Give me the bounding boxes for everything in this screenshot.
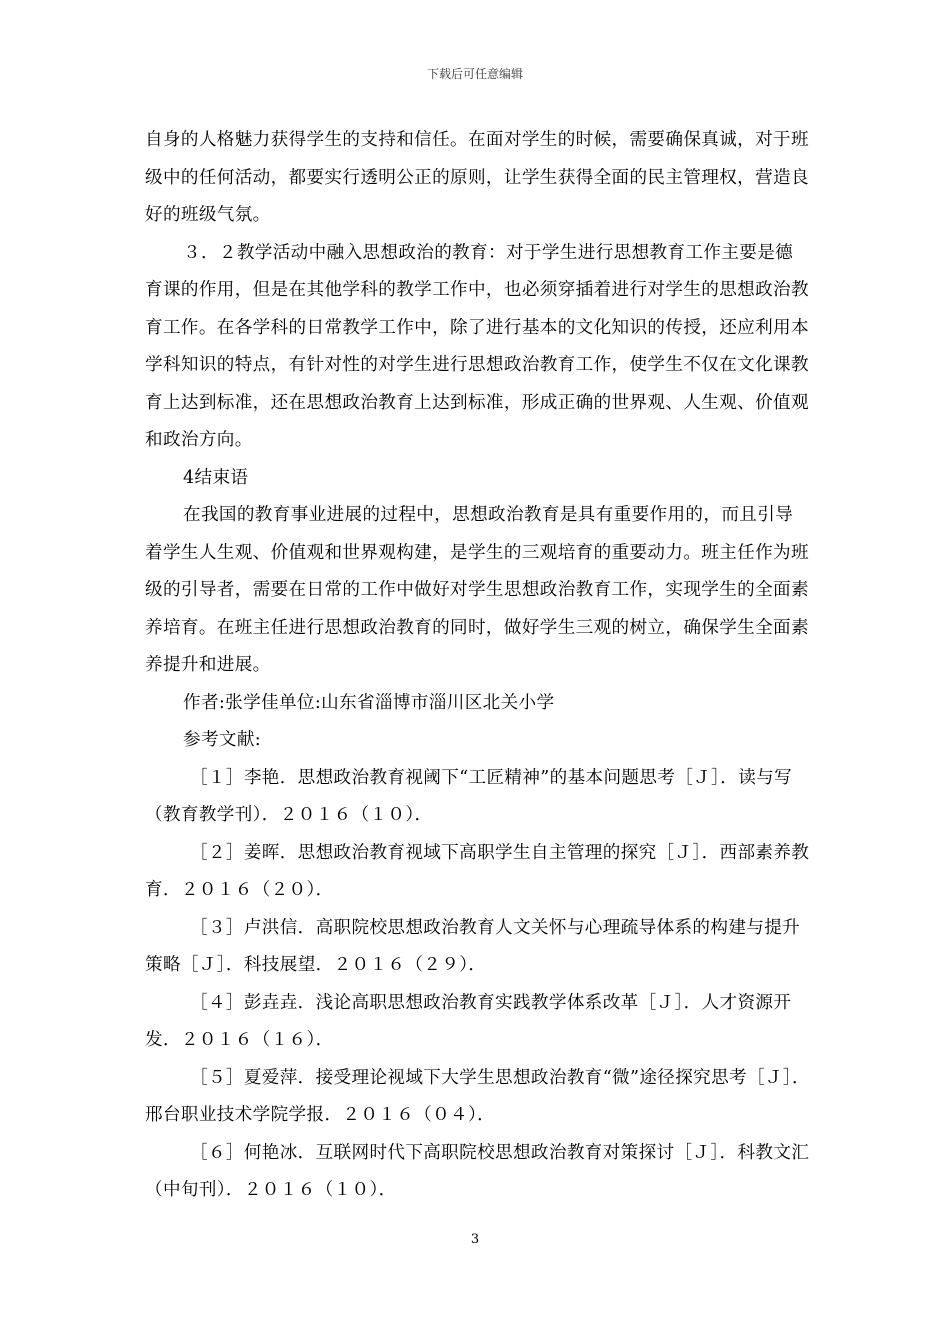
section-heading-conclusion: 4结束语 <box>183 467 249 488</box>
paragraph-conclusion: 在我国的教育事业进展的过程中，思想政治教育是具有重要作用的，而且引导着学生人生观、价值观和世界观构建，是学生的三观培育的重要动力。班主任作为班级的引导者，需要在日常的工作中做好对学生思想政治教育工作，实现学生的全面素养培育。在班主任进行思想政治教育的同时，做好学生三观的树立，确保学生全面素养提升和进展。 <box>145 505 809 675</box>
author-line: 作者:张学佳单位:山东省淄博市淄川区北关小学 <box>183 692 555 713</box>
reference-item: ［４］彭垚垚．浅论高职思想政治教育实践教学体系改革［Ｊ］．人才资源开发．２０１６（１６）． <box>145 992 792 1050</box>
reference-item: ［２］姜晖．思想政治教育视域下高职学生自主管理的探究［Ｊ］．西部素养教育．２０１６（２０）． <box>145 842 810 900</box>
references-heading: 参考文献: <box>183 730 262 750</box>
reference-item: ［３］卢洪信．高职院校思想政治教育人文关怀与心理疏导体系的构建与提升策略［Ｊ］．科技展望．２０１６（２９）． <box>145 917 801 975</box>
reference-item: ［１］李艳．思想政治教育视阈下“工匠精神”的基本问题思考［Ｊ］．读与写（教育教学刊）．２０１６（１０）． <box>145 767 793 825</box>
paragraph-section-3-2: ３．２教学活动中融入思想政治的教育：对于学生进行思想教育工作主要是德育课的作用，但是在其他学科的教学工作中，也必须穿插着进行对学生的思想政治教育工作。在各学科的日常教学工作中，除了进行基本的文化知识的传授，还应利用本学科知识的特点，有针对性的对学生进行思想政治教育工作，使学生不仅在文化课教育上达到标准，还在思想政治教育上达到标准，形成正确的世界观、人生观、价值观和政治方向。 <box>145 242 809 450</box>
paragraph-continuation: 自身的人格魅力获得学生的支持和信任。在面对学生的时候，需要确保真诚，对于班级中的任何活动，都要实行透明公正的原则，让学生获得全面的民主管理权，营造良好的班级气氛。 <box>145 130 809 225</box>
page-header: 下载后可任意编辑 <box>426 67 523 81</box>
reference-item: ［６］何艳冰．互联网时代下高职院校思想政治教育对策探讨［Ｊ］．科教文汇（中旬刊）．２０１６（１０）． <box>145 1142 810 1200</box>
reference-item: ［５］夏爱萍．接受理论视域下大学生思想政治教育“微”途径探究思考［Ｊ］．邢台职业技术学院学报．２０１６（０４）． <box>145 1067 810 1125</box>
page-number: 3 <box>470 1232 480 1247</box>
body-text <box>145 122 810 1210</box>
